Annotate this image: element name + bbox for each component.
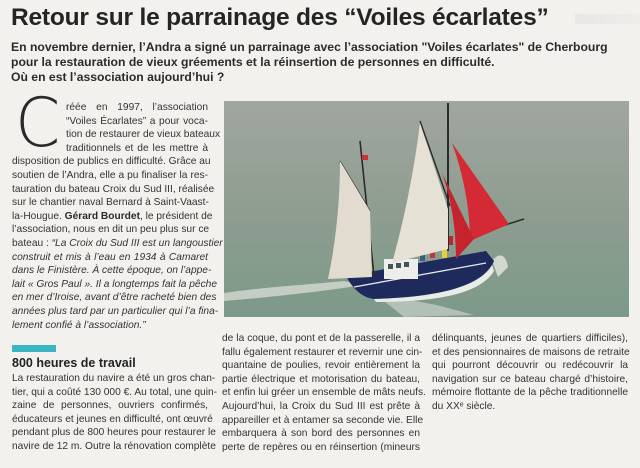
- body-line: éducateurs et jeunes en difficulté, ont œuvré: [12, 413, 213, 425]
- section-body: [12, 372, 218, 454]
- body-line: disposition de publics en difficulté. Grâce au: [12, 156, 211, 168]
- article-intro: [11, 40, 608, 85]
- text-fragment: bateau :: [12, 237, 52, 249]
- body-line: zaine de personnes, ouvriers confirmés,: [12, 400, 208, 412]
- quote-line: construit et mis à l’eau en 1934 à Camaret: [12, 251, 208, 263]
- intro-line: pour la restauration de vieux gréements et la réinsertion de personnes en difficulté.: [11, 55, 495, 69]
- column-2-body: [222, 332, 426, 454]
- body-line: traditionnels et de les mettre à: [66, 142, 208, 154]
- body-line: perte de repères ou en réinsertion (mineurs: [222, 441, 420, 453]
- quote-line: lement confié à l’association.”: [12, 319, 146, 331]
- quote-line: lait « Gros Paul ». Il a longtemps fait la pêche: [12, 278, 217, 290]
- body-line: et des pensionnaires de maisons de retraite: [432, 346, 630, 358]
- body-line: mémoire flottante de la pêche traditionnelle: [432, 387, 628, 399]
- body-line: sur le chantier naval Bernard à Saint-Vaast-: [12, 197, 209, 209]
- body-line: soutien de l’Andra, elle a pu finaliser la res-: [12, 169, 208, 181]
- drop-cap: C: [15, 84, 61, 163]
- bleed-through-text: [575, 14, 640, 24]
- article-title: Retour sur le parrainage des “Voiles écarlates”: [11, 4, 549, 31]
- section-subheading: 800 heures de travail: [12, 356, 136, 370]
- intro-line: Où en est l’association aujourd’hui ?: [11, 70, 225, 84]
- quote-line: dans le Finistère. À cette époque, on l’appe-: [12, 265, 212, 277]
- body-line: Aujourd’hui, la Croix du Sud III est prête à: [222, 400, 420, 412]
- quote-line: années plus tard par un particulier qui l’a fina-: [12, 305, 219, 317]
- body-line: du XXᵉ siècle.: [432, 400, 496, 412]
- body-line: partie électrique et motorisation du bateau,: [222, 373, 420, 385]
- column-3-body: [432, 332, 628, 414]
- body-line: l’association, nous en dit un peu plus sur ce: [12, 224, 210, 236]
- sailboat-illustration: [224, 101, 629, 317]
- column-1-body: [12, 101, 223, 332]
- body-line: tion de restaurer de vieux bateaux: [66, 129, 221, 141]
- body-line: La restauration du navire a été un gros chan-: [12, 373, 216, 384]
- body-line: navigation sur ce bateau chargé d’histoire,: [432, 373, 628, 385]
- body-line: “Voiles Écarlates” a pour voca-: [66, 115, 208, 127]
- body-line: fallu également restaurer et revernir une cin-: [222, 346, 423, 358]
- intro-line: En novembre dernier, l’Andra a signé un parrainage avec l’association "Voiles écarlates" de Cherbourg: [11, 40, 608, 54]
- body-line: tier, qui a coûté 130 000 €. Au total, une quin-: [12, 386, 218, 398]
- body-line: appareiller et à entamer sa seconde vie. Elle: [222, 414, 424, 426]
- body-line: réée en 1997, l’association: [66, 102, 208, 113]
- body-line: pendant plus de 800 heures pour restaurer le: [12, 427, 216, 439]
- body-line: qui pourront découvrir ou redécouvrir la: [432, 360, 628, 372]
- body-line: navire de 12 m. Outre la rénovation complète: [12, 440, 216, 452]
- text-fragment: la-Hougue.: [12, 210, 65, 222]
- body-line: [12, 210, 213, 224]
- body-line: [12, 237, 223, 251]
- text-fragment: , le président de: [139, 210, 213, 222]
- body-line: embarquera à son bord des personnes en: [222, 428, 420, 440]
- body-line: délinquants, jeunes de quartiers difficiles),: [432, 333, 628, 344]
- body-line: tauration du bateau Croix du Sud III, réalisée: [12, 183, 215, 195]
- person-name: Gérard Bourdet: [64, 210, 140, 222]
- quote-fragment: “La Croix du Sud III est un langoustier: [51, 237, 223, 249]
- section-accent-bar: [12, 345, 56, 352]
- sailboat-photo: [224, 101, 629, 317]
- body-line: quantaine de poulies, revoir entièrement la: [222, 360, 420, 372]
- body-line: de la coque, du pont et de la passerelle, il a: [222, 333, 420, 344]
- quote-line: en mer d’Iroise, avant d’être racheté bien des: [12, 292, 217, 304]
- body-line: et enfin lui gréer un ensemble de mâts neufs.: [222, 387, 426, 399]
